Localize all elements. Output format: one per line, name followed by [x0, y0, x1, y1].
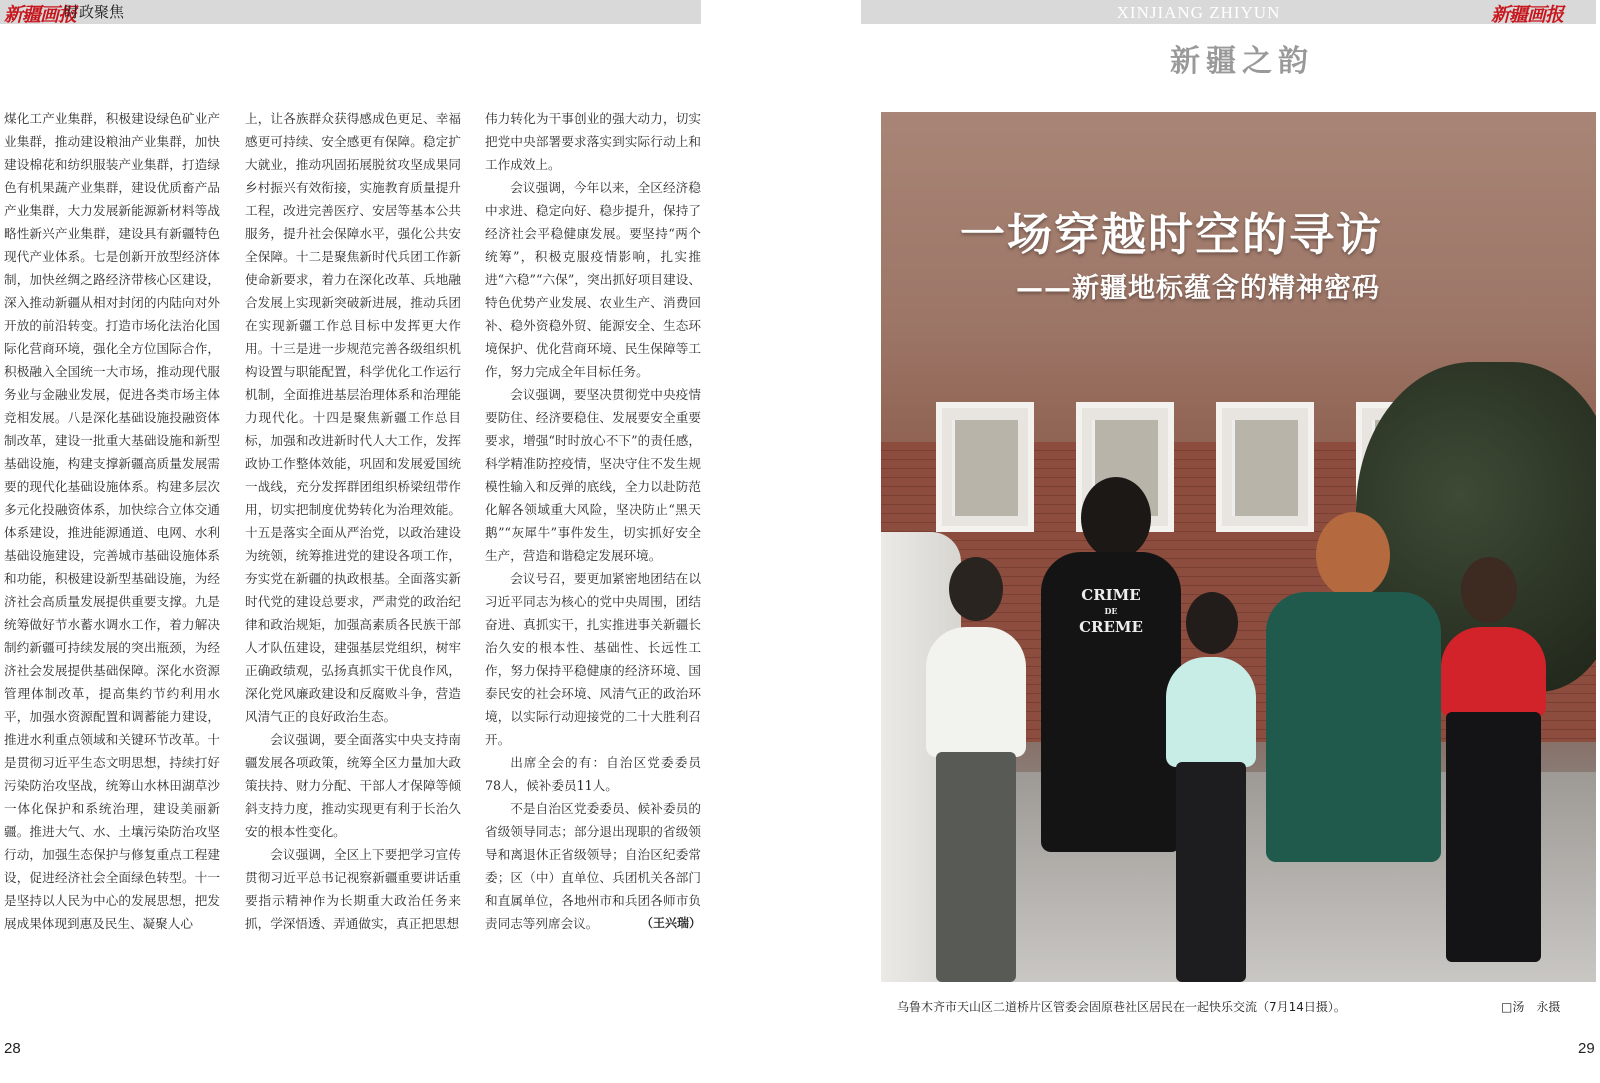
boy-left-trousers	[936, 752, 1016, 982]
article-paragraph: 煤化工产业集群，积极建设绿色矿业产业集群，推动建设粮油产业集群，加快建设棉花和纺织服装产业集群，打造绿色有机果蔬产业集群，建设优质畜产品产业集群，大力发展新能源新材料等战略性新兴产业集群，建设具有新疆特色现代产业体系。七是创新开放型经济体制，加快丝绸之路经济带核心区建设，深入推动新疆从相对封闭的内陆向对外开放的前沿转变。打造市场化法治化国际化营商环境，强化全方位国际合作，积极融入全国统一大市场，推动现代服务业与金融业发展，促进各类市场主体竞相发展。八是深化基础设施投融资体制改革，建设一批重大基础设施和新型基础设施，构建支撑新疆高质量发展需要的现代化基础设施体系。构建多层次多元化投融资体系，加快综合立体交通体系建设，推进能源通道、电网、水利基础设施建设，完善城市基础设施体系和功能，积极建设新型基础设施，为经济社会高质量发展提供重要支撑。九是统筹做好节水蓄水调水工作，着力解决制约新疆可持续发展的突出瓶颈，为经济社会发展提供基础保障。深化水资源管理体制改革，提高集约节约利用水平，加强水资源配置和调蓄能力建设，推进水利重点领域和关键环节改革。十是贯彻习近平生态文明思想，持续打好污染防治攻坚战，统筹山水林田湖草沙一体化保护和系统治理，建设美丽新疆。推进大气、水、土壤污染防治攻坚行动，加强生态保护与修复重点工程建设，促进经济社会全面绿色转型。十一是坚持以人民为中心的发展思想，把发展成果体现到惠及民生、凝聚人心	[4, 111, 220, 931]
building-window	[936, 402, 1034, 532]
article-paragraph: 会议强调，全区上下要把学习宣传贯彻习近平总书记视察新疆重要讲话重要指示精神作为长期重大政治任务来抓，学深悟透、弄通做实，真正把思想	[245, 847, 461, 931]
girl-red-top	[1441, 627, 1546, 717]
boy-center-trousers	[1176, 762, 1246, 982]
person-head	[1081, 477, 1151, 559]
article-paragraph: 出席全会的有：自治区党委委员78人，候补委员11人。	[485, 755, 701, 793]
column-title-en: XINJIANG ZHIYUN	[1116, 3, 1281, 22]
article-paragraph: 上，让各族群众获得感成色更足、幸福感更可持续、安全感更有保障。稳定扩大就业，推动巩固拓展脱贫攻坚成果同乡村振兴有效衔接，实施教育质量提升工程，改进完善医疗、安居等基本公共服务，提升社会保障水平，强化公共安全保障。十二是聚焦新时代兵团工作新使命新要求，着力在深化改革、兵地融合发展上实现新突破新进展，推动兵团在实现新疆工作总目标中发挥更大作用。十三是进一步规范完善各级组织机构设置与职能配置，科学优化工作运行机制，全面推进基层治理体系和治理能力现代化。十四是聚焦新疆工作总目标，加强和改进新时代人大工作，发挥政协工作整体效能，巩固和发展爱国统一战线，充分发挥群团组织桥梁纽带作用，切实把制度优势转化为治理效能。十五是落实全面从严治党，以政治建设为统领，统筹推进党的建设各项工作，夯实党在新疆的执政根基。全面落实新时代党的建设总要求，严肃党的政治纪律和政治规矩，加强高素质各民族干部人才队伍建设，建强基层党组织，树牢正确政绩观，弘扬真抓实干优良作风，深化党风廉政建设和反腐败斗争，营造风清气正的良好政治生态。	[245, 111, 461, 724]
woman-green-dress	[1266, 592, 1441, 862]
person-head	[1316, 512, 1390, 598]
article-column-3	[485, 107, 701, 935]
article-column-2	[245, 107, 461, 935]
article-column-1	[4, 107, 220, 935]
section-title: 时政聚焦	[64, 3, 125, 21]
boy-center	[1166, 657, 1256, 767]
person-head	[1461, 557, 1517, 623]
article-paragraph: 会议强调，今年以来，全区经济稳中求进、稳定向好、稳步提升，保持了经济社会平稳健康发展。要坚持“两个统筹”，积极克服疫情影响，扎实推进“六稳”“六保”，突出抓好项目建设、特色优势产业发展、农业生产、消费回补、稳外资稳外贸、能源安全、生态环境保护、优化营商环境、民生保障等工作，努力完成全年目标任务。	[485, 180, 701, 379]
feature-subtitle: ——新疆地标蕴含的精神密码	[1016, 273, 1380, 304]
page-number-right: 29	[1578, 1040, 1595, 1057]
article-paragraph: 不是自治区党委委员、候补委员的省级领导同志；部分退出现职的省级领导和离退休正省级领导；自治区纪委常委；区（中）直单位、兵团机关各部门和直属单位，各地州市和兵团各师市负责同志等列席会议。 （王兴瑞）	[485, 797, 701, 935]
photo-credit: □汤 永摄	[1501, 1000, 1561, 1014]
page-number-left: 28	[4, 1040, 21, 1057]
article-paragraph: 会议强调，要坚决贯彻党中央疫情要防住、经济要稳住、发展要安全重要要求，增强“时时放心不下”的责任感，科学精准防控疫情，坚决守住不发生规模性输入和反弹的底线，全力以赴防范化解各领域重大风险，坚决防止“黑天鹅”“灰犀牛”事件发生，切实抓好安全生产，营造和谐稳定发展环境。	[485, 387, 701, 563]
article-paragraph: 伟力转化为干事创业的强大动力，切实把党中央部署要求落实到实际行动上和工作成效上。	[485, 111, 701, 172]
feature-title: 一场穿越时空的寻访	[960, 208, 1384, 261]
article-paragraph: 会议号召，要更加紧密地团结在以习近平同志为核心的党中央周围，团结奋进、真抓实干，扎实推进事关新疆长治久安的根本性、基础性、长远性工作，努力保持平稳健康的经济环境、国泰民安的社会环境、风清气正的政治环境，以实际行动迎接党的二十大胜利召开。	[485, 571, 701, 747]
author-signature: （王兴瑞）	[640, 916, 701, 930]
photo-caption: 乌鲁木齐市天山区二道桥片区管委会固原巷社区居民在一起快乐交流（7月14日摄）。	[897, 1000, 1346, 1014]
boy-left	[926, 627, 1026, 757]
column-title-cn: 新疆之韵	[1170, 44, 1314, 79]
girl-black-skirt	[1446, 712, 1541, 962]
person-head	[1186, 592, 1238, 654]
shirt-text: CRIME DE CREME	[1079, 586, 1143, 636]
right-header-bar	[861, 0, 1596, 24]
building-window	[1216, 402, 1314, 532]
article-paragraph: 会议强调，要全面落实中央支持南疆发展各项政策，统筹全区力量加大政策扶持、财力分配、干部人才保障等倾斜支持力度，推动实现更有利于长治久安的根本性变化。	[245, 732, 461, 839]
magazine-logo-left: 新疆画报	[4, 4, 77, 26]
magazine-logo-right: 新疆画报	[1491, 4, 1564, 26]
person-head	[949, 557, 1003, 621]
